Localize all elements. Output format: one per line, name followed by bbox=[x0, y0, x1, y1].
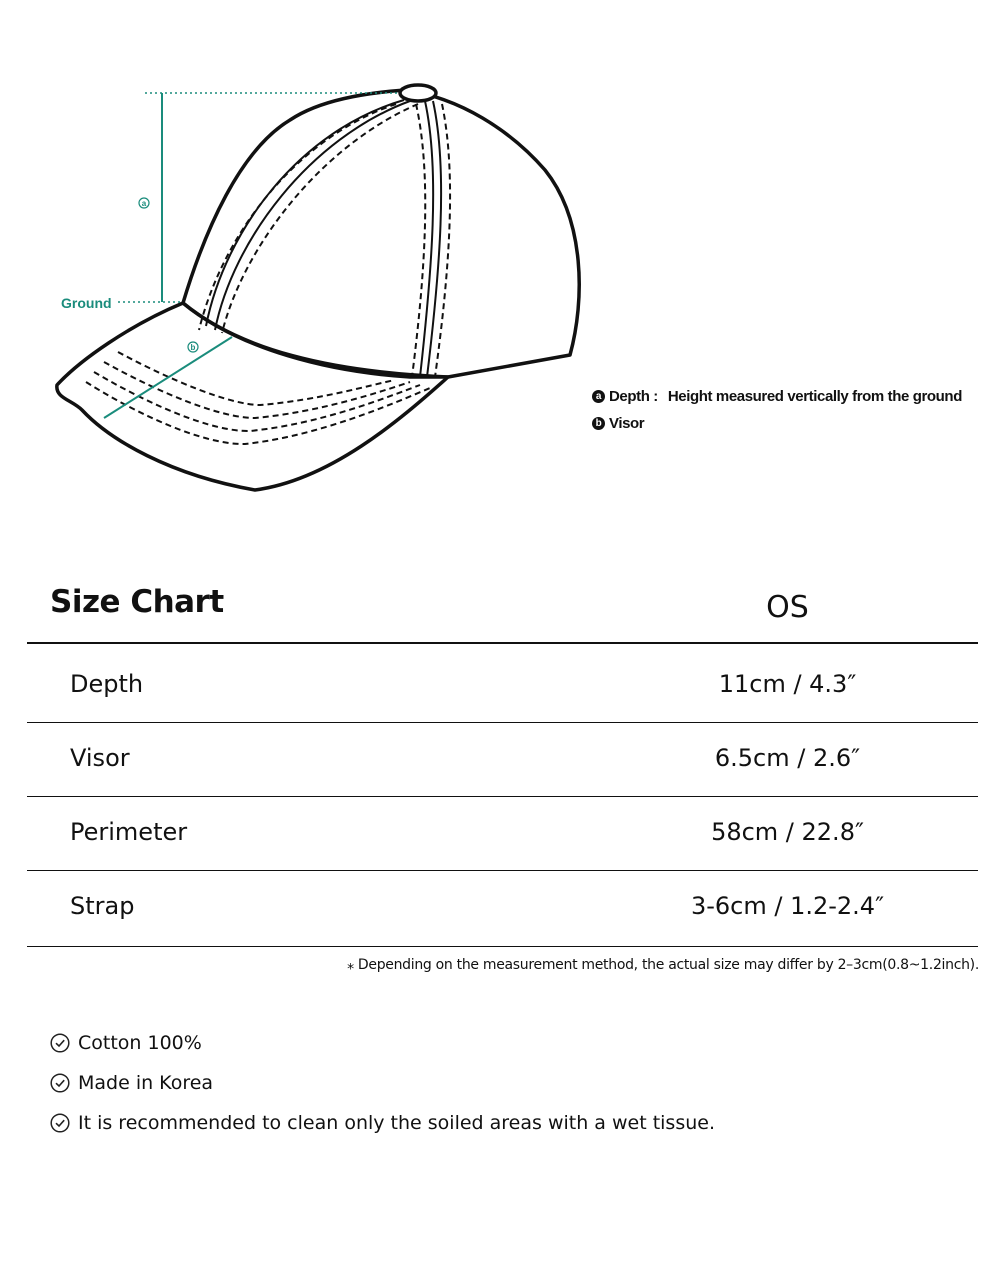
ground-label: Ground bbox=[61, 295, 112, 311]
visor-measure-line bbox=[104, 337, 232, 418]
feature-item bbox=[50, 1103, 715, 1143]
feature-text: It is recommended to clean only the soiled areas with a wet tissue. bbox=[78, 1112, 715, 1134]
row-label-depth: Depth bbox=[70, 670, 144, 698]
table-top-rule bbox=[27, 642, 978, 644]
check-circle-icon bbox=[50, 1073, 70, 1093]
table-bottom-rule bbox=[27, 946, 978, 947]
row-label-strap: Strap bbox=[70, 892, 135, 920]
size-column-header: OS bbox=[766, 590, 809, 625]
check-circle-icon bbox=[50, 1033, 70, 1053]
feature-text: Cotton 100% bbox=[78, 1032, 202, 1054]
product-features-list bbox=[50, 1023, 715, 1143]
legend-item-depth bbox=[592, 383, 962, 410]
check-circle-icon bbox=[50, 1113, 70, 1133]
row-value-strap: 3-6cm / 1.2-2.4″ bbox=[690, 892, 885, 920]
row-value-depth: 11cm / 4.3″ bbox=[718, 670, 857, 698]
size-chart-title: Size Chart bbox=[50, 584, 224, 620]
measurement-legend bbox=[592, 383, 962, 437]
size-disclaimer-note: ⁎ Depending on the measurement method, the actual size may differ by 2–3cm(0.8~1.2inch). bbox=[347, 957, 979, 973]
row-divider bbox=[27, 870, 978, 871]
feature-text: Made in Korea bbox=[78, 1072, 214, 1094]
row-label-visor: Visor bbox=[70, 744, 130, 772]
cap-button bbox=[400, 85, 436, 101]
marker-b-badge: b bbox=[592, 417, 605, 430]
row-divider bbox=[27, 722, 978, 723]
marker-a: a bbox=[141, 199, 147, 208]
legend-description: Height measured vertically from the ground bbox=[667, 388, 962, 405]
marker-a-badge: a bbox=[592, 390, 605, 403]
cap-measurement-diagram bbox=[0, 0, 1000, 520]
row-value-perimeter: 58cm / 22.8″ bbox=[711, 818, 864, 846]
feature-item bbox=[50, 1063, 715, 1103]
marker-b: b bbox=[190, 343, 196, 352]
row-label-perimeter: Perimeter bbox=[70, 818, 188, 846]
legend-item-visor bbox=[592, 410, 962, 437]
row-divider bbox=[27, 796, 978, 797]
feature-item bbox=[50, 1023, 715, 1063]
legend-term: Depth : bbox=[609, 388, 658, 405]
row-value-visor: 6.5cm / 2.6″ bbox=[714, 744, 861, 772]
legend-term: Visor bbox=[609, 415, 645, 432]
